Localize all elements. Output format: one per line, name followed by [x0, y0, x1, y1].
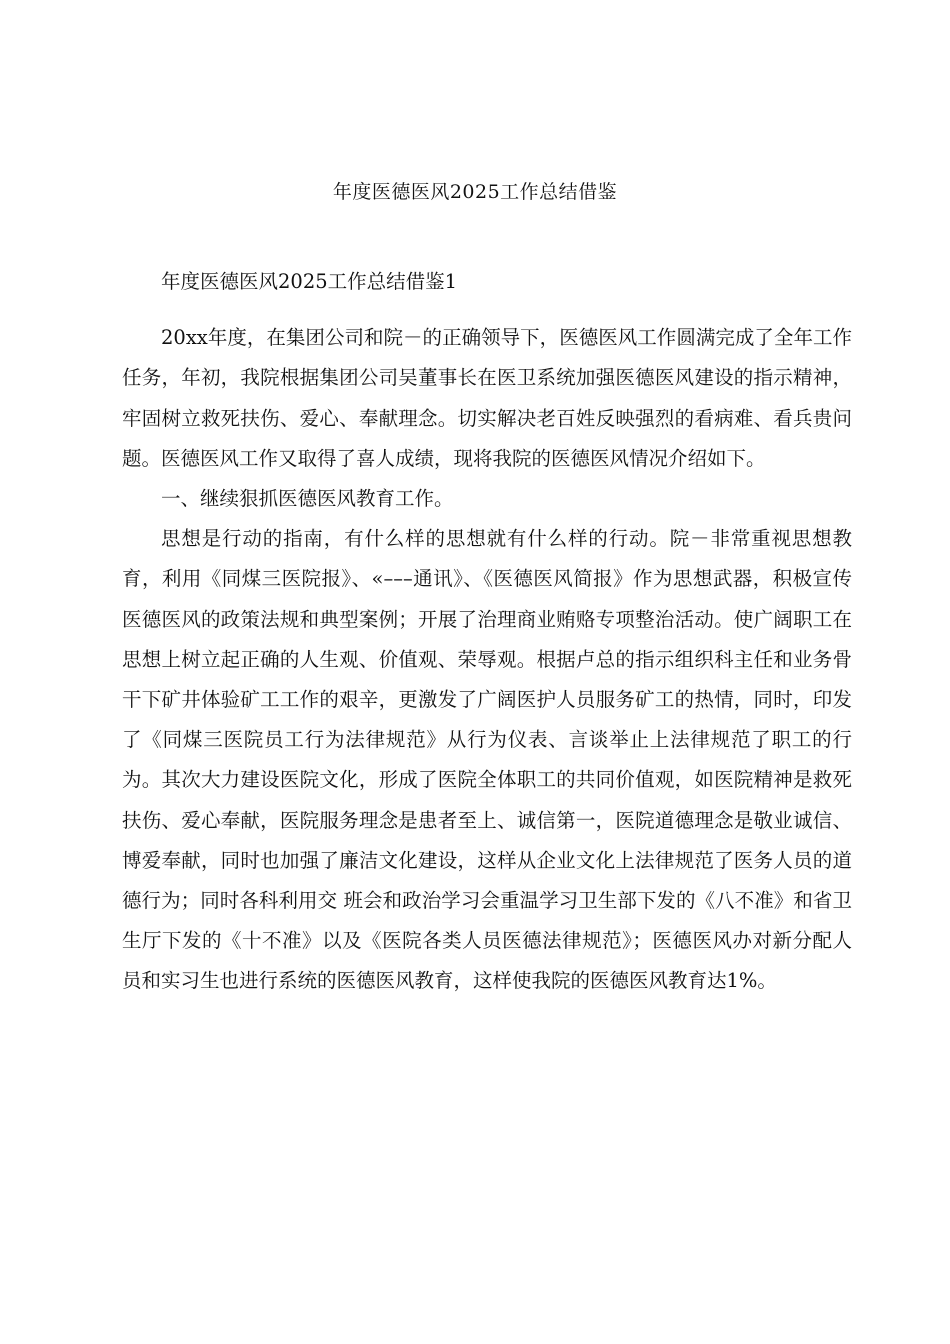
- document-subtitle: 年度医德医风2025工作总结借鉴1: [161, 270, 458, 293]
- paragraph-intro: 20xx年度，在集团公司和院－的正确领导下，医德医风工作圆满完成了全年工作任务，年初，我院根据集团公司吴董事长在医卫系统加强医德医风建设的指示精神，牢固树立救死扶伤、爱心、奉献理念。切实解决老百姓反映强烈的看病难、看兵贵问题。医德医风工作又取得了喜人成绩，现将我院的医德医风情况介绍如下。: [122, 326, 852, 470]
- section-heading-1: 一、继续狠抓医德医风教育工作。: [161, 487, 454, 511]
- document-title: 年度医德医风2025工作总结借鉴: [332, 181, 618, 203]
- document-body: [122, 262, 852, 1002]
- paragraph-section-1: 思想是行动的指南，有什么样的思想就有什么样的行动。院－非常重视思想教育，利用《同煤三医院报》、«–––通讯》、《医德医风简报》作为思想武器，积极宣传医德医风的政策法规和典型案例；开展了治理商业贿赂专项整治活动。使广阔职工在思想上树立起正确的人生观、价值观、荣辱观。根据卢总的指示组织科主任和业务骨干下矿井体验矿工工作的艰辛，更激发了广阔医护人员服务矿工的热情，同时，印发了《同煤三医院员工行为法律规范》从行为仪表、言谈举止上法律规范了职工的行为。其次大力建设医院文化，形成了医院全体职工的共同价值观，如医院精神是救死扶伤、爱心奉献，医院服务理念是患者至上、诚信第一，医院道德理念是敬业诚信、博爱奉献，同时也加强了廉洁文化建设，这样从企业文化上法律规范了医务人员的道德行为；同时各科利用交 班会和政治学习会重温学习卫生部下发的《八不准》和省卫生厅下发的《十不准》以及《医院各类人员医德法律规范》；医德医风办对新分配人员和实习生也进行系统的医德医风教育，这样使我院的医德医风教育达1%。: [122, 527, 852, 993]
